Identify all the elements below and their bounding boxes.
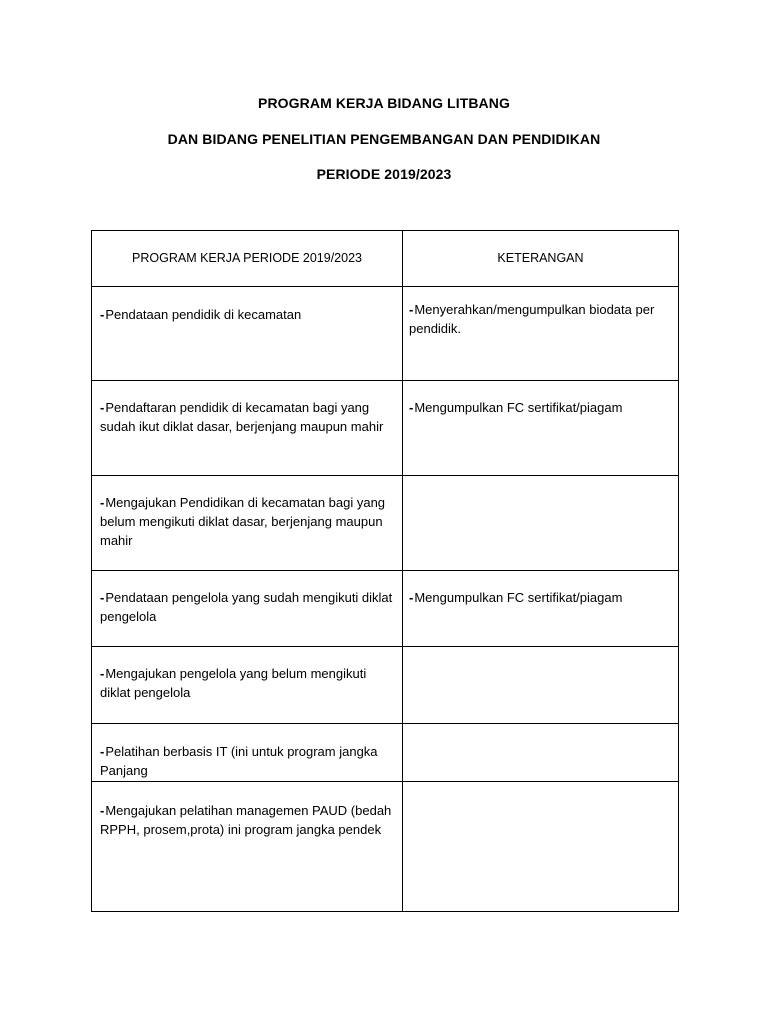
program-cell bbox=[92, 782, 403, 912]
bullet-dash: - bbox=[100, 400, 105, 415]
table-row bbox=[92, 782, 679, 912]
bullet-dash: - bbox=[100, 666, 105, 681]
table-row bbox=[92, 724, 679, 782]
keterangan-cell bbox=[403, 476, 679, 571]
bullet-dash: - bbox=[100, 307, 105, 322]
program-text: Pelatihan berbasis IT (ini untuk program jangka Panjang bbox=[100, 744, 378, 778]
bullet-dash: - bbox=[100, 590, 105, 605]
program-cell bbox=[92, 571, 403, 647]
bullet-dash: - bbox=[100, 495, 105, 510]
bullet-dash: - bbox=[409, 400, 414, 415]
keterangan-text: Mengumpulkan FC sertifikat/piagam bbox=[414, 590, 623, 605]
table-row bbox=[92, 571, 679, 647]
bullet-dash: - bbox=[100, 803, 105, 818]
keterangan-cell bbox=[403, 287, 679, 381]
keterangan-cell bbox=[403, 782, 679, 912]
header-keterangan: KETERANGAN bbox=[403, 231, 679, 287]
program-text: Pendataan pengelola yang sudah mengikuti diklat pengelola bbox=[100, 590, 393, 624]
keterangan-cell bbox=[403, 571, 679, 647]
program-text: Mengajukan pengelola yang belum mengikuti diklat pengelola bbox=[100, 666, 367, 700]
program-cell bbox=[92, 476, 403, 571]
table-row bbox=[92, 287, 679, 381]
table-row bbox=[92, 476, 679, 571]
keterangan-cell bbox=[403, 647, 679, 724]
bullet-dash: - bbox=[409, 590, 414, 605]
document-title-line-2: DAN BIDANG PENELITIAN PENGEMBANGAN DAN PENDIDIKAN bbox=[167, 131, 601, 147]
program-text: Mengajukan Pendidikan di kecamatan bagi yang belum mengikuti diklat dasar, berjenjang maupun mahir bbox=[100, 495, 386, 548]
program-text: Pendaftaran pendidik di kecamatan bagi yang sudah ikut diklat dasar, berjenjang maupun mahir bbox=[100, 400, 384, 434]
keterangan-cell bbox=[403, 724, 679, 782]
table-row bbox=[92, 381, 679, 476]
program-cell bbox=[92, 724, 403, 782]
program-table bbox=[91, 230, 679, 912]
keterangan-text: Mengumpulkan FC sertifikat/piagam bbox=[414, 400, 623, 415]
bullet-dash: - bbox=[100, 744, 105, 759]
keterangan-cell bbox=[403, 381, 679, 476]
table-header-row bbox=[92, 231, 679, 287]
table-row bbox=[92, 647, 679, 724]
program-cell bbox=[92, 381, 403, 476]
program-cell bbox=[92, 647, 403, 724]
keterangan-text: Menyerahkan/mengumpulkan biodata per pendidik. bbox=[409, 302, 655, 336]
program-cell bbox=[92, 287, 403, 381]
header-program: PROGRAM KERJA PERIODE 2019/2023 bbox=[92, 231, 403, 287]
bullet-dash: - bbox=[409, 302, 414, 317]
document-title-line-1: PROGRAM KERJA BIDANG LITBANG bbox=[258, 95, 510, 111]
program-text: Mengajukan pelatihan managemen PAUD (bedah RPPH, prosem,prota) ini program jangka pendek bbox=[100, 803, 392, 837]
document-title-line-3: PERIODE 2019/2023 bbox=[316, 166, 452, 182]
program-text: Pendataan pendidik di kecamatan bbox=[105, 307, 302, 322]
